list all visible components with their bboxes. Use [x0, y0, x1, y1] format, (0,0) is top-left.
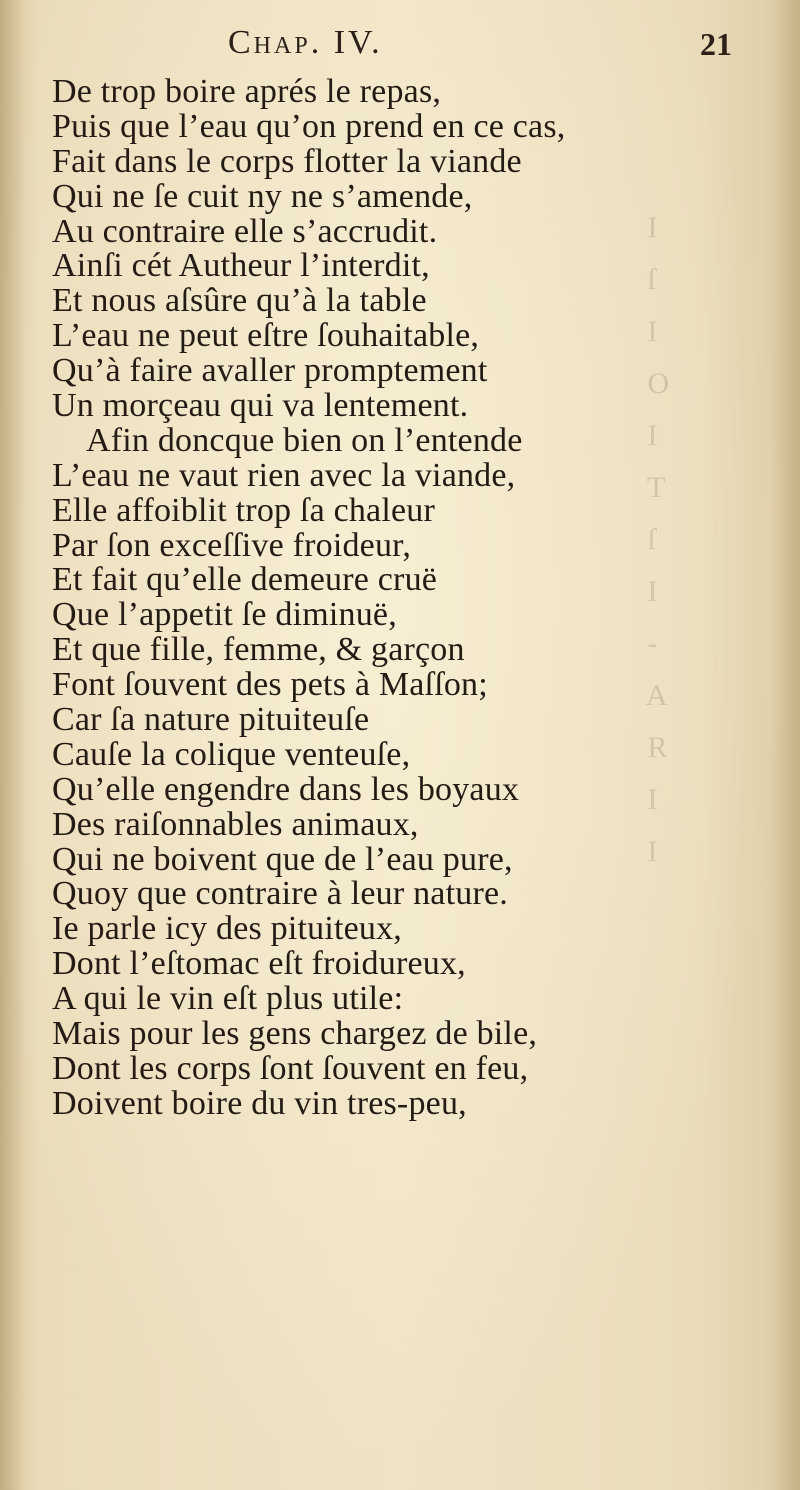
- verse-line: Fait dans le corps flotter la viande: [52, 142, 522, 180]
- page-header: [0, 20, 800, 70]
- verse-line: Un morçeau qui va lentement.: [52, 387, 469, 425]
- verse-line: Qu’à faire avaller promptement: [52, 352, 488, 390]
- page-number: 21: [700, 26, 732, 62]
- running-head: Chap. IV.: [228, 24, 383, 61]
- verse-line: Elle affoiblit trop ſa chaleur: [52, 491, 436, 529]
- verse-line: Des raiſonnables animaux,: [52, 805, 419, 843]
- verse-line: Que l’appetit ſe diminuë,: [52, 596, 397, 634]
- verse-line: A qui le vin eſt plus utile:: [52, 980, 404, 1018]
- verse-line: Quoy que contraire à leur nature.: [52, 875, 508, 913]
- verse-line: Dont les corps ſont ſouvent en feu,: [52, 1049, 529, 1087]
- verse-line: Au contraire elle s’accrudit.: [52, 212, 438, 250]
- verse-line: Qu’elle engendre dans les boyaux: [52, 770, 520, 808]
- verse-line: Dont l’eſtomac eſt froidureux,: [52, 945, 466, 983]
- verse-line: L’eau ne peut eſtre ſouhaitable,: [52, 317, 480, 355]
- verse-line: Font ſouvent des pets à Maſſon;: [52, 666, 488, 704]
- verse-line: Qui ne ſe cuit ny ne s’amende,: [52, 177, 473, 215]
- verse-line: Mais pour les gens chargez de bile,: [52, 1015, 538, 1053]
- verse-line: Car ſa nature pituiteuſe: [52, 701, 370, 739]
- verse-line: De trop boire aprés le repas,: [52, 73, 442, 110]
- verse-line: Doivent boire du vin tres-peu,: [52, 1084, 467, 1122]
- verse-line: Par ſon exceſſive froideur,: [52, 526, 412, 564]
- verse-line: L’eau ne vaut rien avec la viande,: [52, 456, 516, 494]
- verse-line: Cauſe la colique venteuſe,: [52, 735, 411, 773]
- show-through-text: I ſ I O I T ſ I - A R I I: [645, 211, 670, 868]
- verse-line: Ie parle icy des pituiteux,: [52, 910, 402, 948]
- verse-line: Puis que l’eau qu’on prend en ce cas,: [52, 107, 566, 145]
- verse-line: Et fait qu’elle demeure cruë: [52, 561, 438, 599]
- verse-line: Qui ne boivent que de l’eau pure,: [52, 840, 513, 878]
- verse-block: [52, 74, 692, 1121]
- page-gutter-shadow: [0, 0, 26, 1490]
- verse-line: Et nous aſsûre qu’à la table: [52, 282, 427, 320]
- verse-line: Afin doncque bien on l’entende: [86, 421, 523, 459]
- verse-line: Ainſi cét Autheur l’interdit,: [52, 247, 430, 285]
- verse-line: Et que fille, femme, & garçon: [52, 631, 465, 669]
